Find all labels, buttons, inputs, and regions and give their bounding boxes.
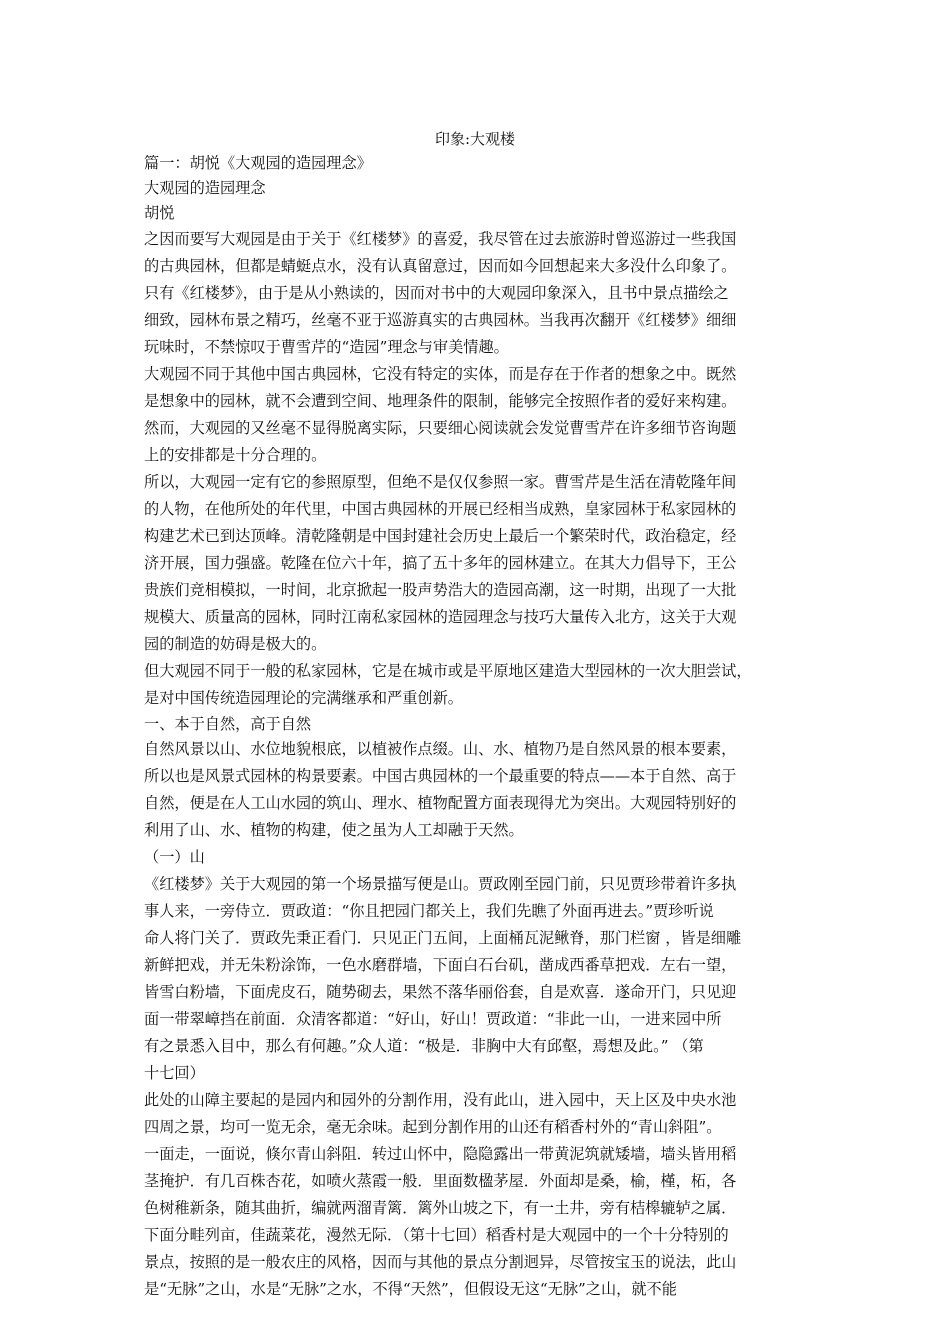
text-line: 大观园的造园理念 — [144, 179, 266, 197]
document-body — [144, 151, 807, 1303]
text-line: 胡悦 — [144, 204, 175, 222]
text-line: 所以，大观园一定有它的参照原型，但绝不是仅仅参照一家。曹雪芹是生活在清乾隆年间 — [144, 473, 737, 491]
text-line: 构建艺术已到达顶峰。清乾隆朝是中国封建社会历史上最后一个繁荣时代，政治稳定，经 — [144, 527, 737, 545]
text-line: 面一带翠嶂挡在前面．众清客都道：“好山，好山！贾政道：“非此一山，一进来园中所 — [144, 1010, 722, 1028]
text-line: 只有《红楼梦》，由于是从小熟读的，因而对书中的大观园印象深入，且书中景点描绘之 — [144, 284, 729, 302]
text-line: 济开展，国力强盛。乾隆在位六十年，搞了五十多年的园林建立。在其大力倡导下，王公 — [144, 554, 737, 572]
text-line: 新鲜把戏，并无朱粉涂饰，一色水磨群墙，下面白石台矶，凿成西番草把戏．左右一望， — [144, 956, 737, 974]
text-line: 事人来，一旁侍立．贾政道：“你且把园门都关上，我们先瞧了外面再进去。”贾珍听说 — [144, 902, 714, 920]
text-line: 贵族们竞相模拟，一时间，北京掀起一股声势浩大的造园高潮，这一时期，出现了一大批 — [144, 581, 737, 599]
text-line: 十七回） — [144, 1064, 205, 1082]
text-line: 《红楼梦》关于大观园的第一个场景描写便是山。贾政刚至园门前，只见贾珍带着许多执 — [144, 875, 737, 893]
text-line: 自然，便是在人工山水园的筑山、理水、植物配置方面表现得尤为突出。大观园特别好的 — [144, 794, 737, 812]
text-line: 但大观园不同于一般的私家园林，它是在城市或是平原地区建造大型园林的一次大胆尝试， — [144, 662, 752, 680]
text-line: 大观园不同于其他中国古典园林，它没有特定的实体，而是存在于作者的想象之中。既然 — [144, 365, 737, 383]
text-line: 篇一：胡悦《大观园的造园理念》 — [144, 154, 372, 172]
text-line: 细致，园林布景之精巧，丝毫不亚于巡游真实的古典园林。当我再次翻开《红楼梦》细细 — [144, 311, 737, 329]
text-line: 利用了山、水、植物的构建，使之虽为人工却融于天然。 — [144, 821, 524, 839]
text-line: 色树稚新条，随其曲折，编就两溜青篱．篱外山坡之下，有一土井，旁有桔槔辘轳之属． — [144, 1199, 737, 1217]
text-line: 一面走，一面说，倏尔青山斜阻．转过山怀中，隐隐露出一带黄泥筑就矮墙，墙头皆用稻 — [144, 1145, 737, 1163]
text-line: 上的安排都是十分合理的。 — [144, 446, 327, 464]
section-heading: 一、本于自然，高于自然 — [144, 715, 312, 733]
text-line: 下面分畦列亩，佳蔬菜花，漫然无际．（第十七回）稻香村是大观园中的一个十分特别的 — [144, 1226, 729, 1244]
text-line: 的人物，在他所处的年代里，中国古典园林的开展已经相当成熟，皇家园林于私家园林的 — [144, 500, 737, 518]
text-line: 景点，按照的是一般农庄的风格，因而与其他的景点分割迥异，尽管按宝玉的说法，此山 — [144, 1253, 737, 1271]
text-line: 茎掩护．有几百株杏花，如喷火蒸霞一般．里面数楹茅屋．外面却是桑，榆，槿，柘，各 — [144, 1172, 737, 1190]
text-line: 玩味时，不禁惊叹于曹雪芹的“造园”理念与审美情趣。 — [144, 338, 509, 356]
text-line: 四周之景，均可一览无余，毫无余味。起到分割作用的山还有稻香村外的“青山斜阻”。 — [144, 1118, 722, 1136]
subsection-heading: （一）山 — [144, 848, 205, 866]
text-line: 是想象中的园林，就不会遭到空间、地理条件的限制，能够完全按照作者的爱好来构建。 — [144, 392, 737, 410]
text-line: 之因而要写大观园是由于关于《红楼梦》的喜爱，我尽管在过去旅游时曾巡游过一些我国 — [144, 230, 737, 248]
text-line: 有之景悉入目中，那么有何趣。”众人道：“极是．非胸中大有邱壑，焉想及此。” （第 — [144, 1037, 704, 1055]
text-line: 自然风景以山、水位地貌根底，以植被作点缀。山、水、植物乃是自然风景的根本要素， — [144, 740, 737, 758]
document-title: 印象:大观楼 — [434, 130, 516, 148]
text-line: 是“无脉”之山，水是“无脉”之水，不得“天然”，但假设无这“无脉”之山，就不能 — [144, 1280, 677, 1298]
text-line: 是对中国传统造园理论的完满继承和严重创新。 — [144, 689, 463, 707]
text-line: 的古典园林，但都是蜻蜓点水，没有认真留意过，因而如今回想起来大多没什么印象了。 — [144, 257, 737, 275]
text-line: 皆雪白粉墙，下面虎皮石，随势砌去，果然不落华丽俗套，自是欢喜．遂命开门，只见迎 — [144, 983, 737, 1001]
text-line: 园的制造的妨碍是极大的。 — [144, 635, 327, 653]
text-line: 命人将门关了．贾政先秉正看门．只见正门五间，上面桶瓦泥鳅脊，那门栏窗 ，皆是细雕 — [144, 929, 742, 947]
text-line: 所以也是风景式园林的构景要素。中国古典园林的一个最重要的特点——本于自然、高于 — [144, 767, 737, 785]
text-line: 然而，大观园的又丝毫不显得脱离实际，只要细心阅读就会发觉曹雪芹在许多细节咨询题 — [144, 419, 737, 437]
text-line: 规模大、质量高的园林，同时江南私家园林的造园理念与技巧大量传入北方，这关于大观 — [144, 608, 737, 626]
text-line: 此处的山障主要起的是园内和园外的分割作用，没有此山，进入园中，天上区及中央水池 — [144, 1091, 737, 1109]
